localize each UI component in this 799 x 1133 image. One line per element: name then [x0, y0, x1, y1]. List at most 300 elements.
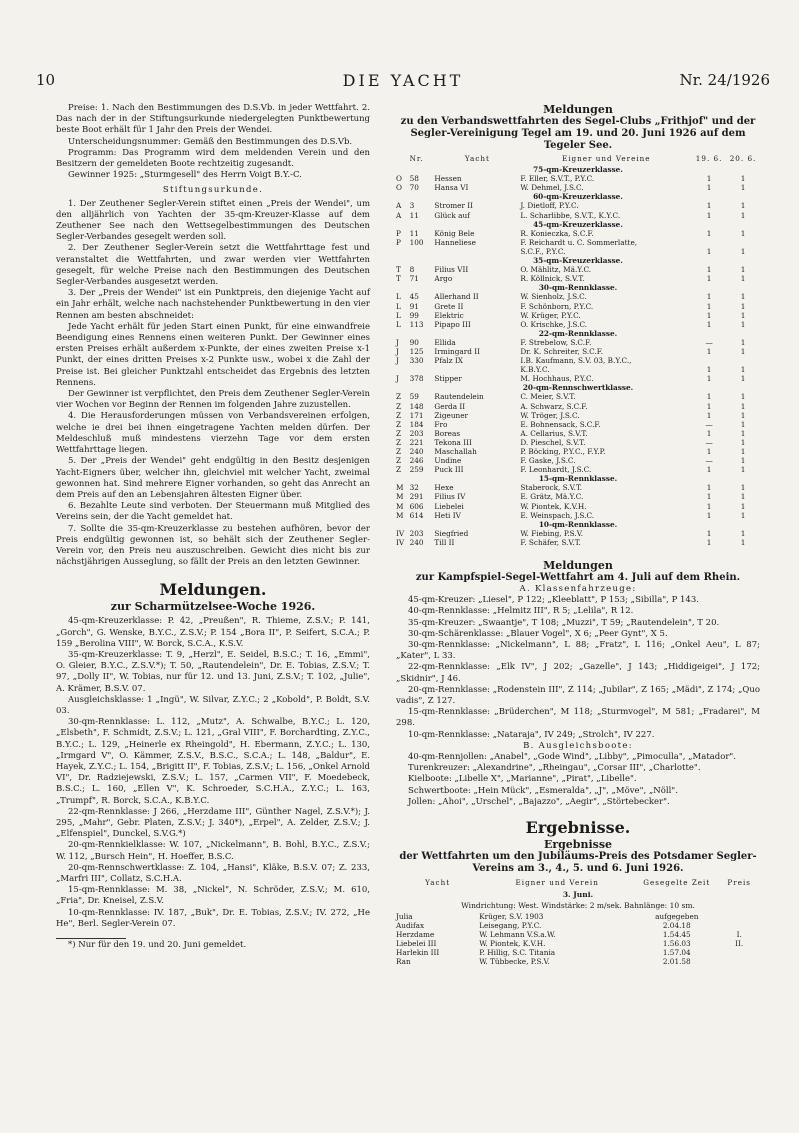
owner-club: E. Bohnensack, S.C.F.: [520, 419, 601, 429]
day2-mark: 1: [740, 447, 746, 456]
yacht-name: Fro: [434, 419, 448, 429]
programm-paragraph: Programm: Das Programm wird dem meldenden Verein und den Besitzern der gemeldeten Boote rechtzeitig zugesandt.: [56, 147, 370, 170]
owner-club: Dr. K. Schreiter, S.C.F.: [520, 346, 604, 356]
owner-club: F. Leonhardt, J.S.C.: [520, 465, 592, 475]
owner-club: L. Scharlibbe, S.V.T., K.Y.C.: [520, 210, 621, 220]
day1-mark: 1: [706, 492, 712, 502]
table-row: [396, 483, 760, 492]
kampfspiel-entry: 40-qm-Rennklasse: „Helmitz III", R 5; „Lelila", R 12.: [408, 606, 634, 617]
sail-letter: J: [396, 337, 399, 347]
day2-mark: 1: [740, 301, 746, 311]
sail-letter: M: [396, 483, 404, 493]
sail-number: 71: [409, 274, 419, 284]
sail-number: 203: [409, 428, 424, 438]
yacht-name: Hansa VI: [434, 183, 469, 193]
day2-mark: 1: [740, 210, 746, 220]
table-row: [396, 447, 760, 456]
day2-mark: 1: [740, 492, 746, 502]
results-table: [396, 878, 760, 889]
table-row: [396, 465, 760, 474]
gewinner-paragraph: Gewinner 1925: „Sturmgesell" des Herrn Voigt B.Y.-C.: [68, 170, 302, 181]
sail-letter: L: [396, 319, 401, 329]
table-row: [396, 238, 760, 247]
yacht-name: [434, 247, 520, 256]
owner-club: C. Meier, S.V.T.: [520, 392, 576, 402]
issue-number: Nr. 24/1926: [679, 71, 770, 89]
day2-mark: 1: [740, 510, 746, 520]
table-row: [396, 402, 760, 411]
table-row: [396, 265, 760, 274]
result-owner: P. Hillig, S.C. Titania: [479, 947, 556, 957]
class-section-row: [396, 520, 760, 529]
day1-mark: 1: [706, 319, 712, 329]
ausgleichsboote-heading: B. Ausgleichsboote:: [523, 740, 633, 751]
yacht-name: Glück auf: [434, 210, 470, 220]
results-header-row: [396, 878, 760, 889]
sail-letter: T: [396, 274, 401, 284]
stiftung-paragraph: Jede Yacht erhält für jeden Start einen Punkt, für eine einwandfreie Beendigung eines Rennens einen weiteren Punkt. Der Gewinner eines ersten Preises erhält außerdem x-Punkte, der eines zweiten Preise x-1 Punkt, der eines dritten Preises x-2 Punkte usw., wobei x die Zahl der Preise ist. Bei gleicher Punktzahl entscheidet das Ergebnis des letzten Rennens.: [56, 321, 370, 388]
class-section-row: [396, 474, 760, 483]
sail-number: 378: [409, 374, 424, 384]
result-time: 2.01.58: [662, 957, 691, 967]
sail-letter: J: [396, 356, 399, 366]
results-header-time: Gesegelte Zeit: [643, 878, 711, 888]
owner-club: F. Eller, S.V.T., P.Y.C.: [520, 174, 595, 184]
header-owner: Eigner und Vereine: [561, 154, 651, 163]
day2-mark: 1: [740, 437, 746, 447]
owner-club: F. Schönborn, P.Y.C.: [520, 301, 594, 311]
sail-letter: O: [396, 174, 402, 184]
tegel-entries-table: [396, 154, 760, 547]
yacht-name: Pfalz IX: [434, 356, 463, 366]
class-section-row: [396, 220, 760, 229]
day2-mark: 1: [740, 392, 746, 402]
sail-letter: [396, 247, 410, 256]
result-yacht: Julia: [396, 911, 413, 921]
meldung-paragraph: 35-qm-Kreuzerklasse: T. 9, „Herzl", E. Seidel, B.S.C.; T. 16, „Emmi", O. Gleier, B.Y.C., Z.S.V.*); T. 50, „Rautendelein", Dr. E. Tobias, Z.S.V.; T. 97, „Dolly II", W. Tobias, nur für 12. und 13. Juni, Z.S.V.; T. 102, „Julie", A. Krämer, B.S.V. 07.: [56, 649, 370, 694]
result-prize: [718, 948, 760, 957]
owner-club: W. Krüger, P.Y.C.: [520, 310, 581, 320]
sail-number: 203: [409, 528, 424, 538]
sail-number: 11: [409, 228, 419, 238]
day1-mark: 1: [706, 292, 712, 302]
day2-mark: 1: [740, 374, 746, 384]
ergebnisse-subheading: Ergebnisse: [543, 838, 613, 852]
table-row: [396, 921, 760, 930]
kampfspiel-entry: Turenkreuzer: „Alexandrine", „Rheingau", „Corsar III", „Charlotte".: [408, 763, 701, 774]
table-row: [396, 492, 760, 501]
owner-club: J. Dietloff, P.Y.C.: [520, 201, 579, 211]
day2-mark: 1: [740, 337, 746, 347]
table-row: [396, 948, 760, 957]
result-prize: II.: [735, 938, 744, 948]
owner-club: W. Sienholz, J.S.C.: [520, 292, 587, 302]
tegel-heading: Meldungen: [543, 103, 613, 116]
table-row: [396, 302, 760, 311]
sail-number: 32: [409, 483, 419, 493]
meldung-paragraph: 20-qm-Rennschwertklasse: Z. 104, „Hansi", Kläke, B.S.V. 07; Z. 233, „Marfri III", Collatz, S.C.H.A.: [56, 862, 370, 884]
day2-mark: 1: [740, 346, 746, 356]
day1-mark: 1: [706, 174, 712, 184]
yacht-name: Stipper: [434, 374, 462, 384]
table-row: [396, 347, 760, 356]
day1-mark: 1: [706, 346, 712, 356]
kampfspiel-entry: 35-qm-Kreuzer: „Swaantje", T 108; „Muzzi", T 59; „Rautendelein", T 20.: [408, 617, 720, 628]
kampfspiel-entry: Jollen: „Ahoi", „Urschel", „Bajazzo", „Aegir", „Störtebecker".: [408, 796, 670, 807]
day2-mark: 1: [740, 246, 746, 256]
meldung-paragraph: 30-qm-Rennklasse: L. 112, „Mutz", A. Schwalbe, B.Y.C.; L. 120, „Elsbeth", F. Schmidt, Z.S.V.; L. 121, „Gral VIII", F. Borchardting, Z.Y.C., B.Y.C.; L. 129, „Heinerle ex Rheingold", H. Ebermann, Z.Y.C.; L. 130, „Irmgard V", O. Kämmer, Z.S.V., B.S.C., S.C.A.; L. 148, „Baldur", E. Hayek, Z.Y.C.; L. 154, „Brigitt II", F. Tobias, Z.S.V.; L. 156, „Onkel Arnold VI", Dr. Radziejewski, Z.S.V.; L. 157, „Carmen VII", F. Moedebeck, B.S.C.; L. 160, „Ellen V", K. Schroeder, S.C.H.A., Z.Y.C.; L. 163, „Trumpf", R. Borck, S.C.A., K.B.Y.C.: [56, 717, 370, 806]
result-yacht: Herzdame: [396, 929, 435, 939]
result-time: 1.54.45: [662, 929, 691, 939]
day2-mark: 1: [740, 292, 746, 302]
sail-letter: Z: [396, 410, 402, 420]
footnote: *) Nur für den 19. und 20. Juni gemeldet.: [68, 940, 247, 951]
table-row: [396, 201, 760, 210]
yacht-name: Liebelei: [434, 501, 464, 511]
sail-letter: A: [396, 210, 402, 220]
sail-letter: L: [396, 301, 401, 311]
sail-number: 606: [409, 501, 424, 511]
sail-number: 246: [409, 456, 424, 466]
stiftung-paragraph: 7. Sollte die 35-qm-Kreuzerklasse zu bestehen aufhören, bevor der Preis endgültig gewonnen ist, so behält sich der Zeuthener Segler-Verein vor, den Preis neu auszuschreiben. Gewicht dies nicht bis zur nächstjährigen Ausseglung, so fällt der Preis an den letzten Gewinner.: [56, 523, 370, 568]
day1-mark: 1: [706, 510, 712, 520]
result-time: 1.56.03: [662, 938, 691, 948]
day1-mark: 1: [706, 301, 712, 311]
klassenfahrzeuge-heading: A. Klassenfahrzeuge:: [519, 584, 637, 595]
sail-number: 330: [409, 356, 424, 366]
day1-mark: 1: [706, 483, 712, 493]
class-section-row: [396, 165, 760, 174]
class-section-label: 10-qm-Rennklasse.: [538, 519, 618, 529]
sail-letter: IV: [396, 537, 405, 547]
stiftung-paragraph: 6. Bezahlte Leute sind verboten. Der Steuermann muß Mitglied des Vereins sein, der die Yacht gemeldet hat.: [56, 501, 370, 523]
stiftung-paragraph: 2. Der Zeuthener Segler-Verein setzt die Wettfahrttage fest und veranstaltet die Wettfahrten, und zwar werden vier Wettfahrten gesegelt, für welche Preise nach den Bestimmungen des Deutschen Segler-Verbandes ausgesetzt werden.: [56, 243, 370, 288]
table-row: [396, 292, 760, 301]
class-section-row: [396, 283, 760, 292]
result-yacht: Ran: [396, 957, 411, 967]
yacht-name: Ellida: [434, 337, 456, 347]
table-row: [396, 529, 760, 538]
sail-number: 148: [409, 401, 424, 411]
yacht-name: Rautendelein: [434, 392, 484, 402]
day2-mark: 1: [740, 228, 746, 238]
meldung-paragraph: 22-qm-Rennklasse: J 266, „Herzdame III", Günther Nagel, Z.S.V.*); J. 295, „Mahr", Gebr. Platen, Z.S.V.; J. 340*), „Erpel", A. Zelder, Z.S.V.; J. „Elfenspiel", Dunckel, S.V.G.*): [56, 806, 370, 840]
results-date: 3. Juni.: [562, 890, 594, 900]
sail-number: 100: [409, 237, 424, 247]
result-time: aufgegeben: [655, 911, 699, 921]
day2-mark: 1: [740, 537, 746, 547]
table-row: [396, 511, 760, 520]
page-header: [36, 71, 770, 93]
day1-mark: 1: [706, 310, 712, 320]
stiftung-paragraph: 1. Der Zeuthener Segler-Verein stiftet einen „Preis der Wendei", um den alljährlich von Yachten der 35-qm-Kreuzer-Klasse auf dem Zeuthener See nach den Wettsegelbestimmungen des Deutschen Segler-Verbandes gesegelt werden soll.: [56, 198, 370, 243]
owner-club: W. Fiebing, P.S.V.: [520, 528, 584, 538]
day1-mark: 1: [706, 374, 712, 384]
sail-number: 59: [409, 392, 419, 402]
sail-letter: A: [396, 201, 402, 211]
sail-number: 11: [409, 210, 419, 220]
day1-mark: 1: [706, 365, 712, 375]
day1-mark: 1: [706, 501, 712, 511]
class-section-label: 22-qm-Rennklasse.: [538, 328, 618, 338]
day2-mark: 1: [740, 419, 746, 429]
result-time: 2.04.18: [662, 920, 691, 930]
yacht-name: Undine: [434, 456, 462, 466]
meldung-paragraph: Ausgleichsklasse: 1 „Ingü", W. Silvar, Z.Y.C.; 2 „Kobold", P. Boldt, S.V. 03.: [56, 694, 370, 716]
day2-mark: 1: [740, 483, 746, 493]
sail-letter: P: [396, 237, 401, 247]
owner-club: F. Reichardt u. C. Sommerlatte,: [520, 237, 638, 247]
kampfspiel-entry: 15-qm-Rennklasse: „Brüderchen", M 118; „Sturmvogel", M 581; „Fradarei", M 298.: [396, 707, 760, 729]
sail-letter: Z: [396, 401, 402, 411]
meldung-paragraph: 45-qm-Kreuzerklasse: P. 42, „Preußen", R. Thieme, Z.S.V.; P. 141, „Gorch", G. Wenske, B.Y.C., Z.S.V.; P. 154 „Bora II", P. Seifert, S.C.A.; P. 159 „Berolina VIII", W. Borck, S.C.A., K.S.V.: [56, 616, 370, 649]
yacht-name: Pipapo III: [434, 319, 471, 329]
class-section-row: [396, 192, 760, 201]
owner-club: F. Schäfer, S.V.T.: [520, 537, 581, 547]
day2-mark: 1: [740, 401, 746, 411]
sail-number: 171: [409, 410, 424, 420]
stiftung-paragraph: 3. Der „Preis der Wendei" ist ein Punktpreis, den diejenige Yacht auf ein Jahr erhält, welche nach nachstehender Punktbewertung in den vier Rennen am besten abschneidet:: [56, 288, 370, 321]
yacht-name: Hessen: [434, 174, 462, 184]
result-yacht: Harlekin III: [396, 947, 440, 957]
day1-mark: 1: [706, 428, 712, 438]
kampfspiel-subheading: zur Kampfspiel-Segel-Wettfahrt am 4. Juli auf dem Rhein.: [415, 572, 741, 584]
day1-mark: 1: [706, 183, 712, 193]
table-row: [396, 957, 760, 966]
left-column: [56, 103, 370, 951]
sail-letter: M: [396, 492, 404, 502]
yacht-name: Elektric: [434, 310, 464, 320]
table-row: [396, 429, 760, 438]
yacht-name: Filius VII: [434, 265, 469, 275]
owner-club: Staberock, S.V.T.: [520, 483, 583, 493]
day2-mark: 1: [740, 465, 746, 475]
day2-mark: 1: [740, 319, 746, 329]
unterscheidung-paragraph: Unterscheidungsnummer: Gemäß den Bestimmungen des D.S.Vb.: [68, 136, 353, 147]
kampfspiel-entry: 22-qm-Rennklasse: „Elk IV", J 202; „Gazelle", J 143; „Hiddigeigei", J 172; „Skidnir", J 46.: [396, 662, 760, 684]
day1-mark: 1: [706, 401, 712, 411]
yacht-name: Puck III: [434, 465, 464, 475]
table-row: [396, 502, 760, 511]
yacht-name: Heti IV: [434, 510, 461, 520]
result-owner: W. Tübbecke, P.S.V.: [479, 957, 550, 967]
kampfspiel-entry: 30-qm-Rennklasse: „Nickelmann", L 88; „Fratz", L 116; „Onkel Aeu", L 87; „Kater", L 33.: [396, 640, 760, 662]
kampfspiel-a-list: [396, 595, 760, 741]
day2-mark: [726, 238, 760, 247]
tegel-subheading: zu den Verbandswettfahrten des Segel-Clubs „Frithjof" und der Segler-Vereinigung Tegel am 19. und 20. Juni 1926 auf dem Tegeler See.: [400, 116, 756, 151]
day1-mark: —: [705, 437, 713, 447]
table-row: [396, 374, 760, 383]
table-row: [396, 912, 760, 921]
day1-mark: 1: [706, 201, 712, 211]
table-row: [396, 183, 760, 192]
sail-number: 70: [409, 183, 419, 193]
result-prize: [718, 921, 760, 930]
owner-club: W. Tröger, J.S.C.: [520, 410, 580, 420]
yacht-name: [434, 365, 520, 374]
sail-number: 240: [409, 537, 424, 547]
class-section-label: 35-qm-Kreuzerklasse.: [533, 256, 623, 266]
day1-mark: —: [705, 419, 713, 429]
sail-number: 90: [409, 337, 419, 347]
meldungen-heading: Meldungen.: [159, 580, 267, 600]
owner-club: E. Weinspach, J.S.C.: [520, 510, 595, 520]
class-section-label: 75-qm-Kreuzerklasse.: [533, 165, 623, 175]
owner-club: E. Grätz, Mä.Y.C.: [520, 492, 584, 502]
class-section-row: [396, 256, 760, 265]
preise-paragraph: Preise: 1. Nach den Bestimmungen des D.S.Vb. in jeder Wettfahrt. 2. Das nach der in der Stiftungsurkunde niedergelegten Punktbewertung beste Boot erhält für 1 Jahr den Preis der Wendei.: [56, 103, 370, 136]
result-owner: W. Lehmann V.S.a.W.: [479, 929, 556, 939]
day1-mark: 1: [706, 537, 712, 547]
day2-mark: 1: [740, 183, 746, 193]
owner-club: W. Dehmel, J.S.C.: [520, 183, 584, 193]
table-row: [396, 538, 760, 547]
owner-club: R. Konieczka, S.C.F.: [520, 228, 594, 238]
owner-club: O. Krischke, J.S.C.: [520, 319, 588, 329]
sail-letter: Z: [396, 437, 402, 447]
day1-mark: 1: [706, 465, 712, 475]
day2-mark: 1: [740, 365, 746, 375]
kampfspiel-heading: Meldungen: [543, 559, 613, 573]
kampfspiel-b-list: [396, 752, 760, 808]
day1-mark: —: [705, 337, 713, 347]
table-row: [396, 456, 760, 465]
day1-mark: 1: [706, 265, 712, 275]
owner-club: F. Gaske, J.S.C.: [520, 456, 576, 466]
owner-club: M. Hochhaus, P.Y.C.: [520, 374, 594, 384]
table-row: [396, 338, 760, 347]
day1-mark: 1: [706, 392, 712, 402]
sail-letter: L: [396, 310, 401, 320]
yacht-name: Allerhand II: [434, 292, 479, 302]
day2-mark: 1: [740, 201, 746, 211]
owner-club: W. Piontek, K.V.H.: [520, 501, 587, 511]
owner-club: F. Strebelow, S.C.F.: [520, 337, 592, 347]
table-row: [396, 311, 760, 320]
yacht-name: Hexe: [434, 483, 454, 493]
sail-number: 99: [409, 310, 419, 320]
owner-club: K.B.Y.C.: [520, 365, 550, 375]
table-row: [396, 174, 760, 183]
stiftung-paragraph: Der Gewinner ist verpflichtet, den Preis dem Zeuthener Segler-Verein vier Wochen vor Beginn der Rennen im folgenden Jahre zuzustellen.: [56, 389, 370, 411]
day2-mark: 1: [740, 501, 746, 511]
table-row: [396, 420, 760, 429]
owner-club: R. Köllnick, S.V.T.: [520, 274, 585, 284]
sail-number: 91: [409, 301, 419, 311]
kampfspiel-entry: 30-qm-Schärenklasse: „Blauer Vogel", X 6; „Peer Gynt", X 5.: [408, 628, 668, 639]
sail-letter: Z: [396, 392, 402, 402]
yacht-name: Grete II: [434, 301, 464, 311]
sail-letter: P: [396, 228, 401, 238]
kampfspiel-entry: 10-qm-Rennklasse: „Nataraja", IV 249; „Strolch", IV 227.: [408, 729, 655, 740]
sail-letter: T: [396, 265, 401, 275]
table-row: [396, 438, 760, 447]
sail-number: [410, 365, 435, 374]
yacht-name: Hanneliese: [434, 237, 476, 247]
class-section-label: 20-qm-Rennschwertklasse.: [522, 383, 634, 393]
meldung-paragraph: 15-qm-Rennklasse: M. 38, „Nickel", N. Schröder, Z.S.V.; M. 610, „Fria", Dr. Kneisel, Z.S.V.: [56, 885, 370, 907]
owner-club: O. Mählitz, Mä.Y.C.: [520, 265, 592, 275]
day1-mark: [692, 356, 726, 365]
sail-letter: J: [396, 374, 399, 384]
sail-number: 8: [409, 265, 415, 275]
result-prize: [718, 957, 760, 966]
result-owner: Leisegang, P.Y.C.: [479, 920, 542, 930]
yacht-name: Zigeuner: [434, 410, 469, 420]
day2-mark: [726, 356, 760, 365]
class-section-label: 45-qm-Kreuzerklasse.: [533, 219, 623, 229]
stiftungsurkunde-list: [56, 199, 370, 569]
day1-mark: 1: [706, 274, 712, 284]
header-day2: 20. 6.: [729, 154, 757, 163]
sail-number: 291: [409, 492, 424, 502]
results-wind: Windrichtung: West. Windstärke: 2 m/sek. Bahnlänge: 10 sm.: [461, 901, 695, 911]
day2-mark: 1: [740, 274, 746, 284]
kampfspiel-entry: 20-qm-Rennklasse: „Rodenstein III", Z 114; „Jubilar", Z 165; „Mädi", Z 174; „Quo vadis", Z 127.: [396, 684, 760, 707]
kampfspiel-entry: Kielboote: „Libelle X", „Marianne", „Pirat", „Libelle".: [408, 774, 637, 785]
day1-mark: 1: [706, 228, 712, 238]
meldung-paragraph: 20-qm-Rennkielklasse: W. 107, „Nickelmann", B. Bohl, B.Y.C., Z.S.V.; W. 112, „Bursch Hein", H. Hoeffer, B.S.C.: [56, 840, 370, 862]
class-section-label: 60-qm-Kreuzerklasse.: [533, 192, 623, 202]
day1-mark: 1: [706, 410, 712, 420]
table-row: [396, 229, 760, 238]
result-owner: W. Piontek, K.V.H.: [479, 938, 546, 948]
kampfspiel-entry: 40-qm-Rennjollen: „Anabel", „Gode Wind", „Libby", „Pimoculla", „Matador".: [408, 752, 737, 763]
yacht-name: Tekona III: [434, 437, 472, 447]
day2-mark: 1: [740, 174, 746, 184]
header-nr: Nr.: [409, 154, 424, 163]
yacht-name: Gerda II: [434, 401, 466, 411]
page-number: 10: [36, 71, 56, 89]
yacht-name: Argo: [434, 274, 453, 284]
sail-letter: Z: [396, 447, 402, 456]
sail-letter: Z: [396, 428, 402, 438]
day1-mark: —: [705, 456, 713, 466]
sail-number: 3: [409, 201, 415, 211]
right-column: [396, 103, 760, 966]
table-row: [396, 930, 760, 939]
owner-club: I.B. Kaufmann, S.V. 03, B.Y.C.,: [520, 356, 632, 366]
result-owner: Krüger, S.V. 1903: [479, 911, 544, 921]
results-header-prize: Preis: [727, 878, 751, 888]
results-body: [396, 912, 760, 967]
result-time: 1.57.04: [662, 947, 691, 957]
kampfspiel-entry: 45-qm-Kreuzer: „Liesel", P 122; „Kleeblatt", P 153; „Sibilla", P 143.: [408, 595, 699, 606]
class-section-label: 15-qm-Rennklasse.: [538, 474, 618, 484]
sail-letter: Z: [396, 465, 402, 475]
day1-mark: [692, 238, 726, 247]
sail-number: 221: [409, 437, 424, 447]
meldungen-subheading: zur Scharmützelsee-Woche 1926.: [110, 600, 316, 614]
stiftungsurkunde-heading: Stiftungsurkunde.: [162, 185, 264, 196]
sail-number: 125: [409, 346, 424, 356]
class-section-row: [396, 329, 760, 338]
day1-mark: 1: [706, 528, 712, 538]
magazine-title: DIE YACHT: [342, 71, 464, 90]
table-row: [396, 274, 760, 283]
sail-letter: Z: [396, 456, 402, 466]
sail-letter: Z: [396, 419, 402, 429]
yacht-name: Maschallah: [434, 447, 477, 456]
results-header-yacht: Yacht: [425, 878, 451, 888]
owner-club: S.C.F., P.Y.C.: [520, 246, 566, 256]
sail-number: 259: [409, 465, 424, 475]
table-row: [396, 320, 760, 329]
sail-letter: M: [396, 501, 404, 511]
day2-mark: 1: [740, 265, 746, 275]
sail-letter: O: [396, 183, 402, 193]
result-prize: [718, 912, 760, 921]
